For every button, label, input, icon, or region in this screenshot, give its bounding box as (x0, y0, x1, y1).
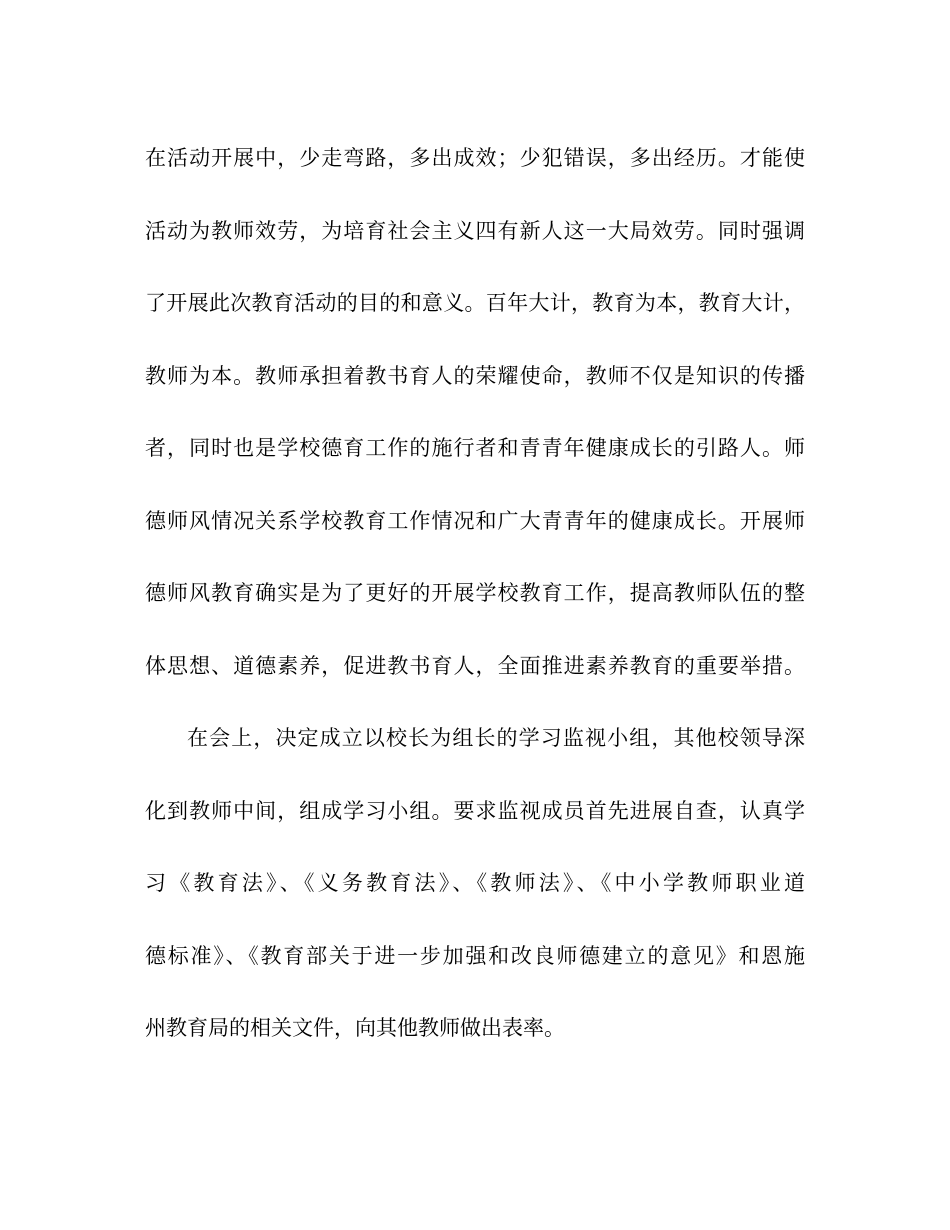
body-text (145, 140, 805, 1083)
text-line: 教师为本。教师承担着教书育人的荣耀使命，教师不仅是知识的传播 (145, 363, 805, 388)
text-line: 了开展此次教育活动的目的和意义。百年大计，教育为本，教育大计， (145, 291, 805, 315)
paragraph-first-line: 在会上，决定成立以校长为组长的学习监视小组，其他校领导深 (187, 726, 805, 750)
text-line: 德标准》、《教育部关于进一步加强和改良师德建立的意见》和恩施 (145, 943, 805, 968)
text-line: 化到教师中间，组成学习小组。要求监视成员首先进展自查，认真学 (145, 798, 805, 823)
text-line: 德师风情况关系学校教育工作情况和广大青青年的健康成长。开展师 (145, 508, 805, 533)
text-line: 体思想、道德素养，促进教书育人，全面推进素养教育的重要举措。 (145, 653, 805, 678)
paragraph-last-line: 州教育局的相关文件，向其他教师做出表率。 (145, 1016, 565, 1040)
text-line: 在活动开展中，少走弯路，多出成效；少犯错误，多出经历。才能使 (145, 146, 805, 170)
text-line: 活动为教师效劳，为培育社会主义四有新人这一大局效劳。同时强调 (145, 218, 805, 243)
text-line: 德师风教育确实是为了更好的开展学校教育工作，提高教师队伍的整 (145, 581, 805, 605)
text-line: 习《教育法》、《义务教育法》、《教师法》、《中小学教师职业道 (145, 871, 805, 895)
text-line: 者，同时也是学校德育工作的施行者和青青年健康成长的引路人。师 (145, 436, 805, 460)
